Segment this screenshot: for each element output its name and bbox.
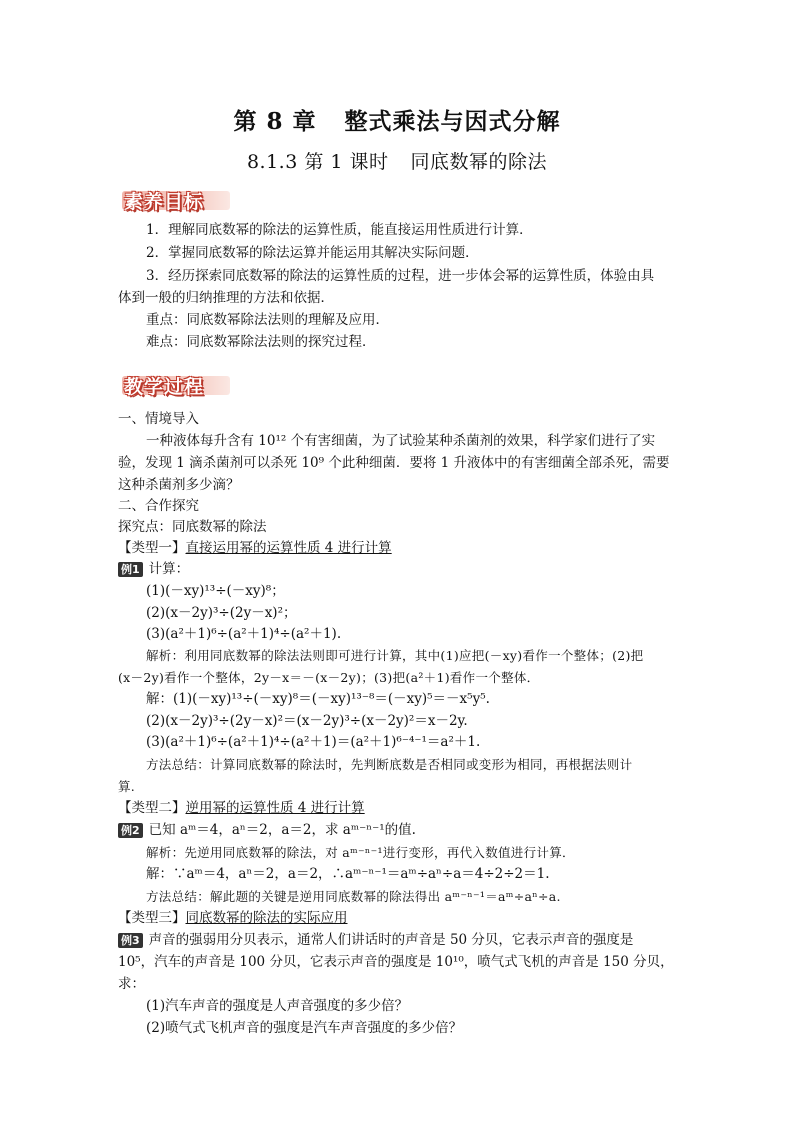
intro-paragraph: 验，发现 1 滴杀菌剂可以杀死 10⁹ 个此种细菌．要将 1 升液体中的有害细菌全部杀死，需要	[118, 455, 670, 471]
example-badge: 例1	[118, 562, 143, 577]
example-text: 声音的强弱用分贝表示，通常人们讲话时的声音是 50 分贝，它表示声音的强度是	[148, 932, 634, 948]
goal-item: 体到一般的归纳推理的方法和依据．	[118, 290, 334, 306]
section-heading: 一、情境导入	[118, 411, 199, 427]
analysis-text: 解析：利用同底数幂的除法法则即可进行计算，其中(1)应把(－xy)看作一个整体；(2)把	[146, 648, 644, 663]
solution-line: (3)(a²＋1)⁶÷(a²＋1)⁴÷(a²＋1)＝(a²＋1)⁶⁻⁴⁻¹＝a²＋1.	[146, 734, 481, 750]
lesson-section: 8.1.3 第 1 课时	[246, 151, 389, 173]
example-text: 求：	[118, 976, 145, 992]
question-item: (1)汽车声音的强度是人声音强度的多少倍？	[146, 998, 409, 1014]
example-prompt	[118, 560, 678, 579]
type-title: 同底数幂的除法的实际应用	[185, 910, 348, 926]
example-text: 已知 aᵐ＝4，aⁿ＝2，a＝2，求 aᵐ⁻ⁿ⁻¹的值.	[148, 822, 416, 838]
section-heading: 二、合作探究	[118, 498, 199, 514]
goals-banner-label: 素养目标	[124, 191, 205, 213]
example-prompt	[118, 931, 678, 950]
question-item: (2)喷气式飞机声音的强度是汽车声音强度的多少倍？	[146, 1020, 463, 1036]
type-tag: 【类型一】	[118, 540, 186, 556]
type-title: 直接运用幂的运算性质 4 进行计算	[185, 540, 392, 556]
goal-item: 3．经历探索同底数幂的除法的运算性质的过程，进一步体会幂的运算性质，体验由具	[146, 268, 655, 284]
example-text: 计算：	[148, 561, 190, 577]
explore-point: 探究点：同底数幂的除法	[118, 519, 267, 535]
process-banner-label: 教学过程	[124, 376, 205, 398]
method-summary: 算.	[118, 779, 136, 794]
key-point: 重点：同底数幂除法法则的理解及应用．	[146, 312, 389, 328]
process-banner	[118, 372, 238, 398]
chapter-name: 整式乘法与因式分解	[344, 108, 561, 135]
goals-banner	[118, 187, 238, 213]
type-heading	[118, 539, 678, 558]
analysis-text: (x－2y)看作一个整体，2y－x＝－(x－2y)；(3)把(a²＋1)看作一个整体．	[118, 670, 540, 685]
example-badge: 例2	[118, 823, 143, 838]
question-item: (3)(a²＋1)⁶÷(a²＋1)⁴÷(a²＋1).	[146, 626, 342, 642]
chapter-title	[0, 103, 794, 136]
chapter-number: 第 8 章	[233, 108, 317, 135]
lesson-title	[0, 147, 794, 174]
question-item: (1)(－xy)¹³÷(－xy)⁸；	[146, 583, 285, 599]
goal-item: 2．掌握同底数幂的除法运算并能运用其解决实际问题．	[146, 245, 479, 261]
difficulty-point: 难点：同底数幂除法法则的探究过程．	[146, 334, 376, 350]
question-item: (2)(x－2y)³÷(2y－x)²；	[146, 605, 297, 621]
intro-paragraph: 这种杀菌剂多少滴？	[118, 477, 240, 493]
solution-line: (2)(x－2y)³÷(2y－x)²＝(x－2y)³÷(x－2y)²＝x－2y.	[146, 713, 468, 729]
solution-line: 解：∵aᵐ＝4，aⁿ＝2，a＝2，∴aᵐ⁻ⁿ⁻¹＝aᵐ÷aⁿ÷a＝4÷2÷2＝1.	[146, 866, 550, 882]
method-summary: 方法总结：解此题的关键是逆用同底数幂的除法得出 aᵐ⁻ⁿ⁻¹＝aᵐ÷aⁿ÷a.	[146, 889, 561, 904]
type-heading	[118, 909, 678, 928]
type-tag: 【类型二】	[118, 800, 186, 816]
type-heading	[118, 799, 678, 818]
goal-item: 1．理解同底数幂的除法的运算性质，能直接运用性质进行计算．	[146, 222, 533, 238]
intro-paragraph: 一种液体每升含有 10¹² 个有害细菌，为了试验某种杀菌剂的效果，科学家们进行了实	[146, 433, 656, 449]
type-tag: 【类型三】	[118, 910, 186, 926]
solution-line: 解：(1)(－xy)¹³÷(－xy)⁸＝(－xy)¹³⁻⁸＝(－xy)⁵＝－x⁵y⁵.	[146, 691, 490, 707]
lesson-name: 同底数幂的除法	[410, 151, 548, 173]
analysis-text: 解析：先逆用同底数幂的除法，对 aᵐ⁻ⁿ⁻¹进行变形，再代入数值进行计算．	[146, 845, 575, 860]
example-prompt	[118, 821, 678, 840]
method-summary: 方法总结：计算同底数幂的除法时，先判断底数是否相同或变形为相同，再根据法则计	[146, 757, 633, 772]
example-badge: 例3	[118, 933, 143, 948]
type-title: 逆用幂的运算性质 4 进行计算	[185, 800, 365, 816]
example-text: 10⁵，汽车的声音是 100 分贝，它表示声音的强度是 10¹⁰，喷气式飞机的声音是 150 分贝，	[118, 954, 674, 970]
